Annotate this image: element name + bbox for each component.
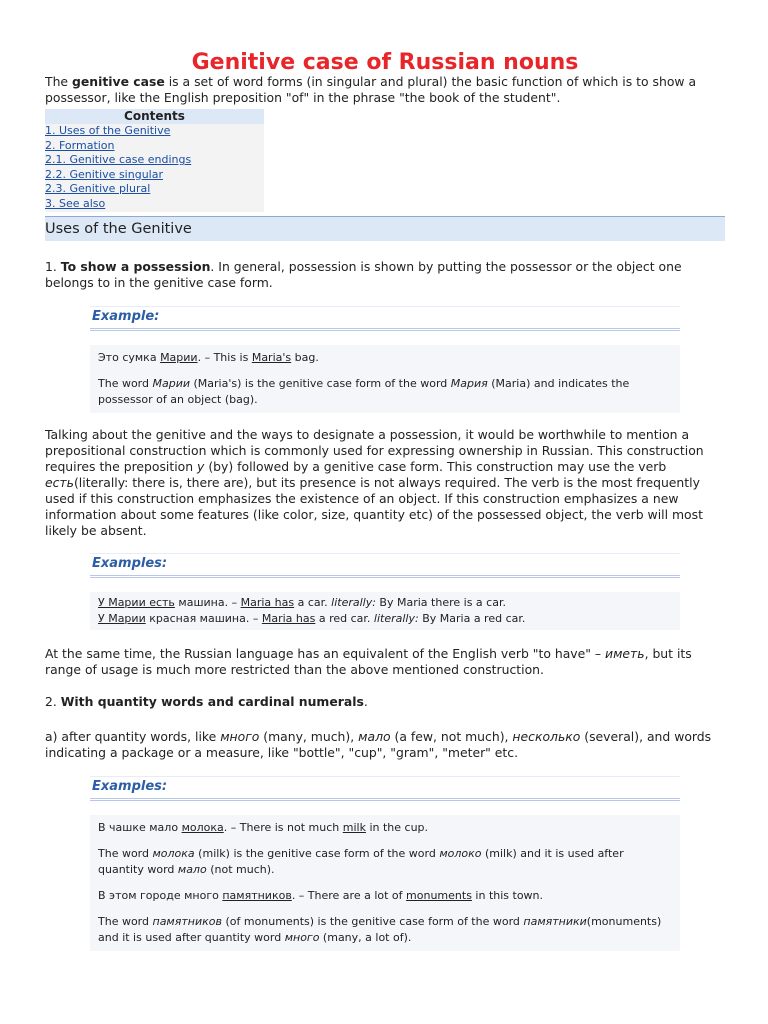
point-2-number: 2. [45,694,61,709]
example-3-box [90,815,680,951]
quantity-words-paragraph [45,729,725,761]
text: (many, a lot of). [319,931,412,944]
example-2-row-1 [98,595,672,611]
text: a car. [294,596,332,609]
point-2-title: With quantity words and cardinal numerals [60,694,364,709]
intro-term: genitive case [71,74,165,89]
text: В чашке мало [98,821,182,834]
text: By Maria a red car. [418,612,526,625]
table-of-contents [45,109,264,212]
text: (Maria) and indicates the possessor of an object (bag). [98,377,630,406]
italic-word: несколько [512,729,581,744]
underlined-word: Марии [160,351,198,364]
section-heading-uses: Uses of the Genitive [45,216,725,241]
example-1-label: Example: [90,306,680,331]
italic-word: Мария [450,377,488,390]
text: The word [98,847,153,860]
point-1-number: 1. [45,259,61,274]
text: By Maria there is a car. [375,596,506,609]
point-1-title: To show a possession [60,259,211,274]
underlined-word: milk [342,821,366,834]
italic-word: много [220,729,260,744]
example-2-row-2 [98,611,672,627]
text: . – There is not much [223,821,343,834]
text: a) after quantity words, like [45,729,221,744]
text: (milk) and it is used after quantity word [98,847,624,876]
text: (a few, not much), [390,729,513,744]
text: The word [98,915,153,928]
possession-construction-paragraph [45,427,725,539]
toc-link-endings[interactable]: 2.1. Genitive case endings [45,153,192,167]
toc-link-singular[interactable]: 2.2. Genitive singular [45,167,163,181]
point-2-paragraph [45,694,725,710]
text: in this town. [471,889,544,902]
intro-text-rest: is a set of word forms (in singular and plural) the basic function of which is to show a possessor, like the English preposition "of" in the phrase "the book of the student". [45,74,697,105]
example-3-explanation-2 [98,914,672,946]
text: (by) followed by a genitive case form. This construction may use the verb [204,459,667,474]
toc-link-formation[interactable]: 2. Formation [45,138,115,152]
text: (many, much), [259,729,359,744]
text: . – This is [197,351,252,364]
intro-paragraph [45,74,725,106]
italic-word: у [197,459,205,474]
underlined-word: памятников [222,889,292,902]
text: in the cup. [365,821,429,834]
example-3-sentence-1 [98,820,672,836]
italic-word: много [284,931,320,944]
text: bag. [291,351,319,364]
underlined-word: Maria's [251,351,292,364]
text: В этом городе много [98,889,223,902]
example-1-box [90,345,680,413]
intro-text: The [45,74,72,89]
italic-word: мало [358,729,391,744]
text: (several), and words indicating a package or a measure, like "bottle", "cup", "gram", "meter" etc. [45,729,712,760]
example-3-explanation-1 [98,846,672,878]
text: (not much). [206,863,275,876]
page-title: Genitive case of Russian nouns [191,50,579,75]
example-2-label: Examples: [90,553,680,578]
text: (milk) is the genitive case form of the word [194,847,440,860]
italic-word: мало [177,863,207,876]
italic-word: Марии [152,377,191,390]
underlined-word: молока [181,821,224,834]
underlined-word: У Марии [98,612,146,625]
underlined-word: Maria has [240,596,295,609]
text: . – There are a lot of [291,889,407,902]
italic-word: есть [45,475,74,490]
italic-word: памятники [523,915,587,928]
italic-word: literally: [331,596,376,609]
example-1-explanation [98,376,672,408]
italic-word: молоко [439,847,482,860]
text: (Maria's) is the genitive case form of the word [190,377,451,390]
italic-word: literally: [373,612,419,625]
text: At the same time, the Russian language has an equivalent of the English verb "to have" – [45,646,606,661]
text: (of monuments) is the genitive case form of the word [221,915,524,928]
example-3-sentence-2 [98,888,672,904]
text: красная машина. – [145,612,262,625]
italic-word: памятников [152,915,222,928]
example-3-label: Examples: [90,776,680,801]
text: (literally: there is, there are), but its presence is not always required. The verb is the most frequently used if this construction emphasizes the existence of an object. If this construction emphasizes a new information about some features (like color, size, quantity etc) of the possessed object, the verb will most likely be absent. [45,475,703,538]
text: машина. – [174,596,241,609]
toc-link-see-also[interactable]: 3. See also [45,196,106,210]
text: (monuments) and it is used after quantity word [98,915,662,944]
example-2-box [90,592,680,630]
point-1-text: . In general, possession is shown by putting the possessor or the object one belongs to in the genitive case form. [45,259,682,290]
text: a red car. [315,612,374,625]
text: Talking about the genitive and the ways to designate a possession, it would be worthwhile to mention a prepositional construction which is commonly used for expressing ownership in Russian. This construction requires the preposition [45,427,704,474]
text: , but its range of usage is much more restricted than the above mentioned construction. [45,646,692,677]
text: The word [98,377,153,390]
underlined-word: У Марии есть [98,596,175,609]
underlined-word: monuments [406,889,472,902]
point-2-end: . [363,694,368,709]
toc-heading: Contents [45,109,264,124]
point-1-paragraph [45,259,725,291]
toc-link-uses[interactable]: 1. Uses of the Genitive [45,124,171,137]
toc-link-plural[interactable]: 2.3. Genitive plural [45,182,151,196]
text: Это сумка [98,351,161,364]
underlined-word: Maria has [261,612,316,625]
to-have-paragraph [45,646,725,678]
italic-word: иметь [605,646,645,661]
example-1-sentence [98,350,672,366]
italic-word: молока [152,847,195,860]
